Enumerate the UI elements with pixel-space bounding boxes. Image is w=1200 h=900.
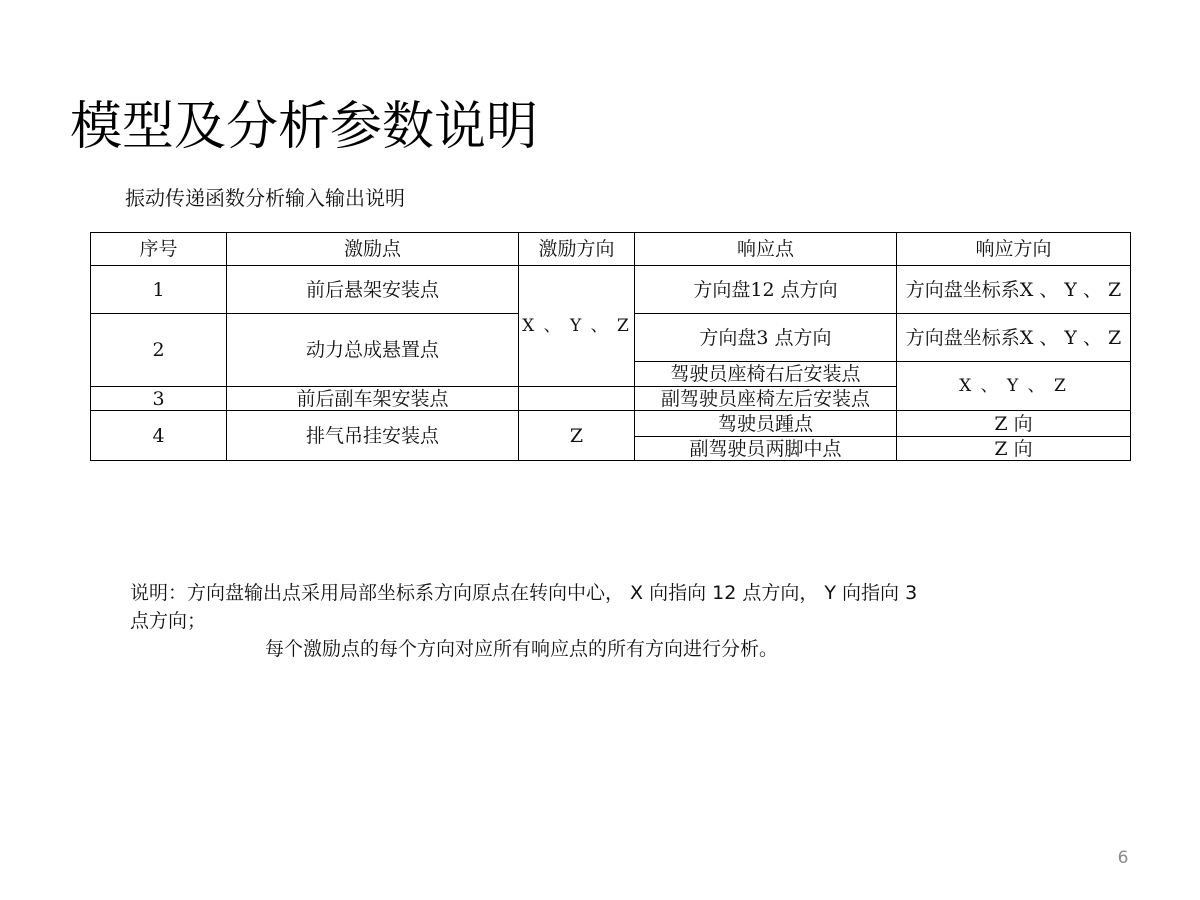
page-number: 6 xyxy=(1117,848,1129,868)
response-point: 副驾驶员两脚中点 xyxy=(635,437,897,461)
header-response-point: 响应点 xyxy=(635,233,897,266)
note-text: 说明：方向盘输出点采用局部坐标系方向原点在转向中心， X 向指向 12 点方向， Y 向指向 3 点方向； xyxy=(130,582,918,632)
table-row xyxy=(91,266,1131,314)
response-point: 副驾驶员座椅左后安装点 xyxy=(635,387,897,411)
response-direction: 方向盘坐标系X 、 Y 、 Z xyxy=(897,266,1131,314)
response-point: 驾驶员座椅右后安装点 xyxy=(635,362,897,387)
response-direction: 方向盘坐标系X 、 Y 、 Z xyxy=(897,314,1131,362)
row-index: 4 xyxy=(91,411,227,461)
excitation-point: 动力总成悬置点 xyxy=(227,314,519,387)
note-text-line2: 每个激励点的每个方向对应所有响应点的所有方向进行分析。 xyxy=(265,638,779,660)
header-excitation-direction: 激励方向 xyxy=(519,233,635,266)
table-row xyxy=(91,411,1131,437)
response-point: 驾驶员踵点 xyxy=(635,411,897,437)
excitation-direction-z: Z xyxy=(519,411,635,461)
table-header-row xyxy=(91,233,1131,266)
response-direction: X 、 Y 、 Z xyxy=(897,362,1131,411)
response-direction: Z 向 xyxy=(897,411,1131,437)
excitation-direction-continued xyxy=(519,387,635,411)
row-index: 3 xyxy=(91,387,227,411)
row-index: 1 xyxy=(91,266,227,314)
header-index: 序号 xyxy=(91,233,227,266)
excitation-direction-xyz: X 、 Y 、 Z xyxy=(519,266,635,387)
response-point: 方向盘3 点方向 xyxy=(635,314,897,362)
header-response-direction: 响应方向 xyxy=(897,233,1131,266)
excitation-point: 前后副车架安装点 xyxy=(227,387,519,411)
header-excitation-point: 激励点 xyxy=(227,233,519,266)
slide-title: 模型及分析参数说明 xyxy=(70,97,539,157)
excitation-point: 前后悬架安装点 xyxy=(227,266,519,314)
row-index: 2 xyxy=(91,314,227,387)
response-point: 方向盘12 点方向 xyxy=(635,266,897,314)
response-direction: Z 向 xyxy=(897,437,1131,461)
parameter-table xyxy=(90,232,1131,461)
table-caption: 振动传递函数分析输入输出说明 xyxy=(125,186,405,210)
excitation-point: 排气吊挂安装点 xyxy=(227,411,519,461)
